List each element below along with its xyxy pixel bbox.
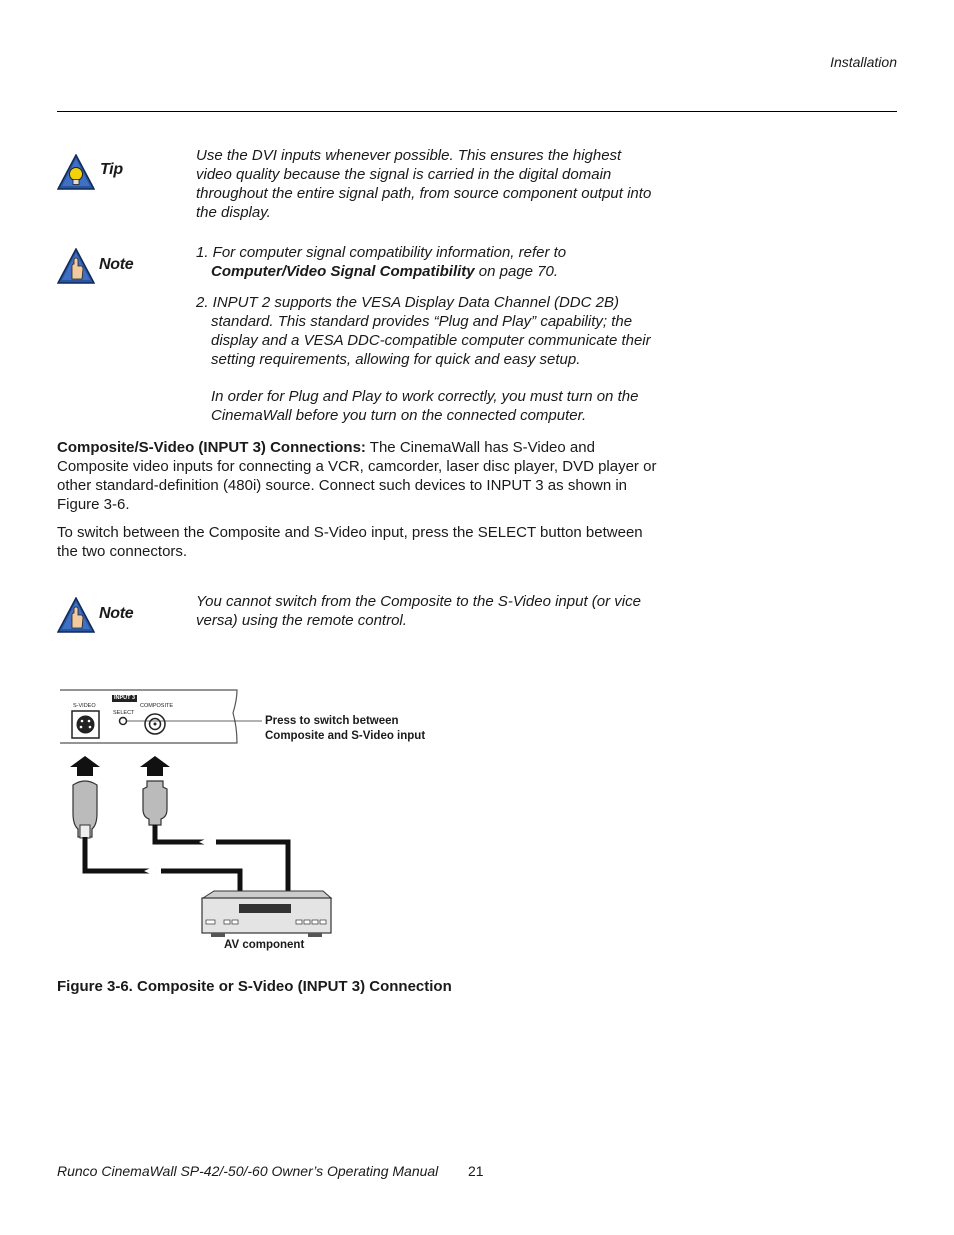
panel-input-label: INPUT 3 <box>113 695 136 701</box>
panel-select-label: SELECT <box>113 710 135 716</box>
composite-jack <box>145 714 165 734</box>
section-paragraph-2: To switch between the Composite and S-Video input, press the SELECT button between the two connectors. <box>57 524 643 560</box>
av-component-device <box>202 891 331 937</box>
composite-plug <box>143 781 167 825</box>
flow-arrow-icon <box>199 837 216 847</box>
figure-3-6 <box>55 685 475 960</box>
svideo-plug <box>73 781 97 838</box>
footer-manual-title: Runco CinemaWall SP-42/-50/-60 Owner’s Operating Manual <box>57 1163 439 1179</box>
note-1-item-1 <box>196 243 661 281</box>
figure-caption: Figure 3-6. Composite or S-Video (INPUT 3) Connection <box>57 978 452 995</box>
panel-composite-label: COMPOSITE <box>140 703 174 709</box>
note-hand-icon <box>57 597 95 633</box>
tip-label: Tip <box>100 161 123 178</box>
note-label-1: Note <box>99 256 134 273</box>
svideo-jack <box>72 711 99 738</box>
device-label: AV component <box>224 939 305 951</box>
page-number: 21 <box>468 1163 484 1179</box>
note-hand-icon <box>57 248 95 284</box>
header-rule <box>57 111 897 112</box>
tip-lightbulb-icon <box>57 154 95 190</box>
running-header: Installation <box>830 54 897 70</box>
arrow-up-icon <box>70 756 100 776</box>
tip-text: Use the DVI inputs whenever possible. This ensures the highest video quality because the signal is carried in the digital domain throughout the entire signal path, from source component output into the display. <box>196 147 652 221</box>
select-callout-line-2: Composite and S-Video input <box>265 730 426 742</box>
section-heading: Composite/S-Video (INPUT 3) Connections: <box>57 439 366 456</box>
note-1-item-2: 2. INPUT 2 supports the VESA Display Data Channel (DDC 2B) standard. This standard provides “Plug and Play” capability; the display and a VESA DDC-compatible computer communicate their setting requirements, allowing for quick and easy setup. <box>196 294 651 368</box>
section-paragraph-1 <box>57 438 657 514</box>
note-1-item-1-suffix: on page 70. <box>474 263 559 280</box>
note-1-item-2-extra: In order for Plug and Play to work correctly, you must turn on the CinemaWall before you turn on the connected computer. <box>211 388 639 424</box>
input-panel <box>60 690 262 743</box>
cross-reference-link[interactable]: Computer/Video Signal Compatibility <box>211 263 475 280</box>
select-button-icon[interactable] <box>120 718 127 725</box>
panel-svideo-label: S-VIDEO <box>73 703 96 709</box>
composite-cable <box>155 825 288 893</box>
flow-arrow-icon <box>144 866 161 876</box>
section-text: The CinemaWall has S-Video and Composite video inputs for connecting a VCR, camcorder, laser disc player, DVD player or other standard-definition (480i) source. Connect such devices to INPUT 3 as shown in Figure 3-6. <box>57 439 657 513</box>
arrow-up-icon <box>140 756 170 776</box>
note-2-text: You cannot switch from the Composite to the S-Video input (or vice versa) using the remote control. <box>196 593 641 629</box>
note-1-item-1-prefix: 1. For computer signal compatibility information, refer to <box>196 244 567 261</box>
note-label-2: Note <box>99 605 134 622</box>
svideo-cable <box>85 837 240 893</box>
note-1-list <box>196 243 661 425</box>
select-callout-line-1: Press to switch between <box>265 715 399 727</box>
